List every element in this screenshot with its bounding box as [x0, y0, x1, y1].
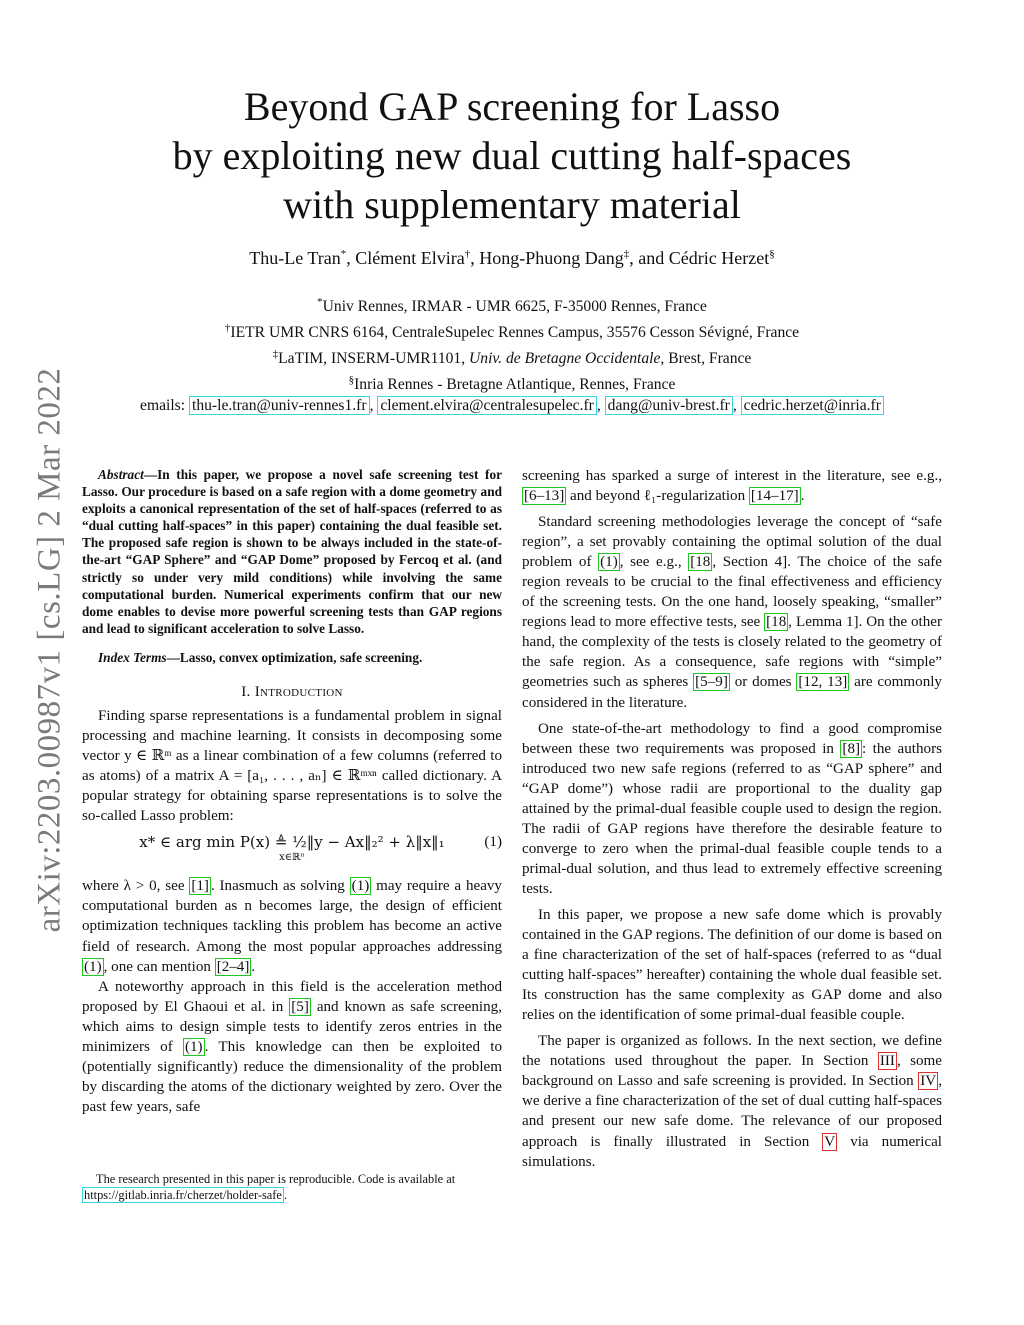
- text-run: or domes: [729, 674, 797, 691]
- text-run: screening has sparked a surge of interest in the literature, see e.g.,: [522, 468, 942, 484]
- right-paragraph-1: [522, 466, 942, 506]
- index-terms-lead: Index Terms: [98, 649, 167, 665]
- text-run: where λ > 0, see: [82, 878, 190, 895]
- text-run: .: [251, 958, 256, 975]
- citation-link[interactable]: [2–4]: [216, 958, 250, 975]
- footnote-end: .: [283, 1187, 288, 1202]
- section-title: Introduction: [254, 683, 343, 700]
- citation-link[interactable]: [5–9]: [695, 674, 728, 691]
- paper-title: [0, 82, 1024, 229]
- left-column: [82, 466, 502, 1117]
- text-run: , some background on Lasso and safe screening is provided. In Section: [522, 1053, 942, 1090]
- affiliation-1-mark: *: [317, 296, 323, 308]
- abstract: [82, 466, 502, 637]
- text-run: , we derive a fine characterization of the set of dual cutting half-spaces and present our new safe dome. The relevance of our proposed approach is finally illustrated in Section: [522, 1073, 942, 1150]
- author-list: Thu-Le Tran*, Clément Elvira†, Hong-Phuong Dang‡, and Cédric Herzet§: [249, 248, 775, 268]
- equation-body: x* ∈ arg min P(x) ≜ ½‖y − Ax‖₂² + λ‖x‖₁: [139, 833, 445, 852]
- index-terms-text: —Lasso, convex optimization, safe screening.: [166, 649, 423, 665]
- email-row: emails: thu-le.tran@univ-rennes1.fr , clement.elvira@centralesupelec.fr , dang@univ-brest.fr , cedric.herzet@inria.fr: [0, 396, 1024, 417]
- text-run: via numerical simulations.: [522, 1133, 942, 1170]
- intro-paragraph-1: Finding sparse representations is a fundamental problem in signal processing and machine learning. It consists in decomposing some vector y ∈ ℝᵐ as a linear combination of a few columns (referred to as atoms) of a matrix A = [a₁, . . . , aₙ] ∈ ℝᵐˣⁿ called dictionary. A popular strategy for obtaining sparse representations is to solve the so-called Lasso problem:: [82, 707, 502, 825]
- right-paragraph-2: [522, 512, 942, 712]
- section-link[interactable]: IV: [920, 1073, 937, 1090]
- index-terms: [82, 649, 502, 666]
- title-line-2: by exploiting new dual cutting half-spaces: [172, 133, 852, 178]
- affiliation-2: [0, 318, 1024, 344]
- affiliation-3-city: , Brest, France: [660, 350, 752, 368]
- affiliation-4-text: Inria Rennes - Bretagne Atlantique, Rennes, France: [354, 376, 676, 394]
- author-3-mark: ‡: [623, 248, 630, 260]
- text-run: . Inasmuch as solving: [210, 878, 350, 895]
- text-run: and known as safe screening, which aims to design simple tests to identify zeros entries in the minimizers of: [82, 998, 502, 1055]
- citation-link[interactable]: [5]: [291, 998, 309, 1015]
- author-4: Cédric Herzet: [668, 248, 770, 268]
- email-link-2[interactable]: clement.elvira@centralesupelec.fr: [377, 396, 597, 415]
- code-repository-link[interactable]: https://gitlab.inria.fr/cherzet/holder-safe: [84, 1187, 282, 1202]
- arxiv-identifier-stamp: arXiv:2203.00987v1 [cs.LG] 2 Mar 2022: [31, 367, 68, 933]
- citation-link[interactable]: [12, 13]: [798, 674, 848, 691]
- author-4-mark: §: [769, 248, 775, 260]
- abstract-lead: Abstract: [98, 467, 144, 482]
- affiliation-3-mark: ‡: [272, 347, 279, 360]
- equation-link[interactable]: (1): [184, 1038, 203, 1055]
- affiliation-1-text: Univ Rennes, IRMAR - UMR 6625, F-35000 Rennes, France: [322, 298, 707, 316]
- citation-link[interactable]: [14–17]: [750, 488, 799, 505]
- affiliation-2-text: IETR UMR CNRS 6164, CentraleSupelec Rennes Campus, 35576 Cesson Sévigné, France: [230, 324, 800, 342]
- lasso-equation: [82, 832, 502, 868]
- intro-paragraph-3: [82, 977, 502, 1117]
- author-3: Hong-Phuong Dang: [479, 248, 624, 268]
- citation-link[interactable]: [6–13]: [524, 488, 565, 505]
- title-line-1: Beyond GAP screening for Lasso: [243, 84, 781, 129]
- author-1-mark: *: [340, 248, 347, 260]
- author-1: Thu-Le Tran: [249, 248, 341, 268]
- email-link-3[interactable]: dang@univ-brest.fr: [605, 396, 733, 415]
- text-run: are commonly considered in the literature.: [522, 674, 942, 711]
- author-2-mark: †: [464, 248, 471, 260]
- section-link[interactable]: III: [879, 1053, 895, 1070]
- text-run: and beyond ℓ₁-regularization: [566, 488, 749, 505]
- right-paragraph-4: In this paper, we propose a new safe dome which is provably contained in the GAP regions. The definition of our dome is based on a fine characterization of the set of half-spaces (referred to as “dual cutting half-spaces” hereafter) containing the whole dual feasible set. Its construction has the same complexity as GAP dome and also relies on the identification of some primal-dual feasible couple.: [522, 906, 942, 1024]
- title-line-3: with supplementary material: [283, 182, 741, 227]
- citation-link[interactable]: [18: [690, 554, 711, 571]
- right-paragraph-5: [522, 1031, 942, 1171]
- equation-number: (1): [484, 834, 502, 851]
- text-run: , one can mention: [103, 958, 215, 975]
- section-numeral: I.: [241, 683, 251, 700]
- text-run: Standard screening methodologies leverage the concept of “safe region”, a set provably containing the optimal solution of the dual problem of: [522, 514, 942, 571]
- author-2: Clément Elvira: [355, 248, 465, 268]
- affiliation-3: [0, 344, 1024, 370]
- text-run: may require a heavy computational burden as n becomes large, the design of efficient optimization techniques tackling this problem has become an active field of research. Among the most popular approaches addressing: [82, 878, 502, 955]
- affiliation-4-mark: §: [348, 373, 355, 386]
- text-run: .: [800, 488, 805, 505]
- citation-link[interactable]: [18: [766, 614, 787, 631]
- footnote: [82, 1172, 502, 1203]
- text-run: , Section 4]. The choice of the safe region reveals to be crucial to the final effectiveness and efficiency of the screening tests. On the one hand, loosely speaking, “smaller” regions lead to more effective tests, see: [522, 554, 942, 631]
- text-run: . This knowledge can then be exploited to (potentially significantly) reduce the dimensionality of the problem by discarding the atoms of the dictionary weighted by zero. Over the past few years, safe: [82, 1038, 502, 1115]
- affiliation-3-text: LaTIM, INSERM-UMR1101,: [278, 350, 470, 368]
- citation-link[interactable]: [8]: [842, 740, 861, 757]
- intro-paragraph-2: [82, 876, 502, 976]
- equation-link[interactable]: (1): [600, 554, 618, 571]
- text-run: : the authors introduced two new safe regions (referred to as “GAP sphere” and “GAP dome”) whose radii are proportional to the duality gap attained by the primal-dual feasible couple used to design the region. The radii of GAP regions have therefore the desirable feature to converge to zero when the primal-dual feasible couple tends to a primal-dual solution, and thus lead to extremely effective screening tests.: [522, 740, 942, 897]
- affiliation-4: [0, 370, 1024, 396]
- email-link-4[interactable]: cedric.herzet@inria.fr: [741, 396, 884, 415]
- text-run: , see e.g.,: [619, 554, 689, 571]
- text-run: , Lemma 1]. On the other hand, the complexity of the tests is closely related to the geometry of the safe region. As a consequence, safe regions with “simple” geometries such as spheres: [522, 614, 942, 691]
- affiliation-1: [0, 292, 1024, 318]
- section-heading-introduction: [82, 682, 502, 702]
- affiliation-3-university: Univ. de Bretagne Occidentale: [469, 350, 661, 368]
- right-paragraph-3: [522, 719, 942, 899]
- right-column: [522, 466, 942, 1172]
- text-run: The paper is organized as follows. In the next section, we define the notations used throughout the paper. In Section: [522, 1033, 942, 1070]
- text-run: One state-of-the-art methodology to find a good compromise between these two requirements was proposed in: [522, 720, 942, 757]
- affiliation-2-mark: †: [224, 321, 231, 334]
- equation-expression: [139, 832, 444, 868]
- abstract-text: —In this paper, we propose a novel safe screening test for Lasso. Our procedure is based on a safe region with a dome geometry and exploits a canonical representation of the set of half-spaces (referred to as “dual cutting half-spaces” in this paper) containing the dual feasible set. The proposed safe region is shown to be always included in the state-of-the-art “GAP Sphere” and “GAP Dome” proposed by Fercoq et al. (and strictly so under very mild conditions) while involving the same computational burden. Numerical experiments confirm that our new dome enables to devise more powerful screening tests than GAP regions and lead to significant acceleration to solve Lasso.: [82, 467, 502, 636]
- equation-link[interactable]: (1): [84, 958, 102, 975]
- equation-link[interactable]: (1): [351, 878, 370, 895]
- equation-subscript: x∈ℝⁿ: [279, 852, 305, 864]
- footnote-text: The research presented in this paper is reproducible. Code is available at: [96, 1172, 456, 1186]
- author-and: and: [638, 248, 665, 268]
- section-link[interactable]: V: [824, 1133, 836, 1150]
- text-run: A noteworthy approach in this field is the acceleration method proposed by El Ghaoui et al. in: [82, 978, 502, 1015]
- citation-link[interactable]: [1]: [191, 878, 209, 895]
- affiliation-block: [0, 292, 1024, 417]
- emails-label: emails:: [140, 396, 186, 414]
- email-link-1[interactable]: thu-le.tran@univ-rennes1.fr: [189, 396, 370, 415]
